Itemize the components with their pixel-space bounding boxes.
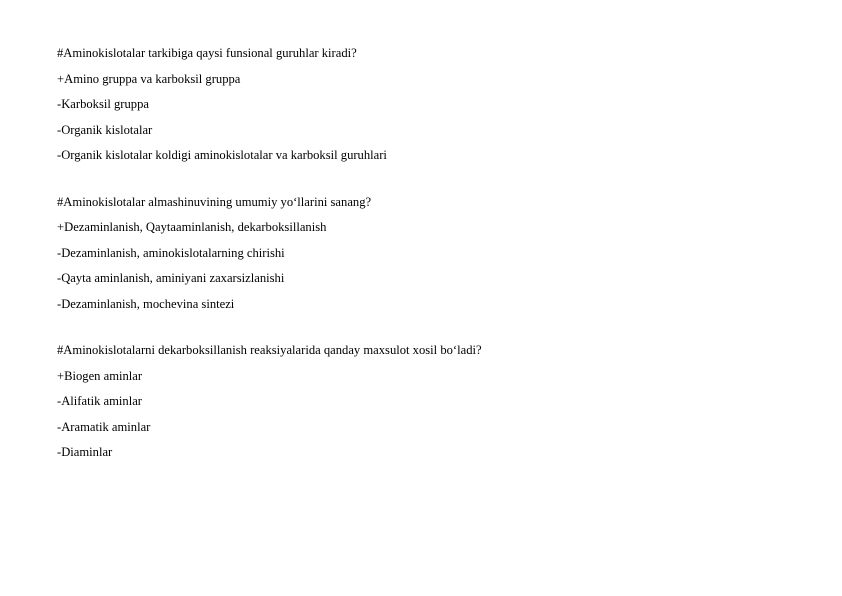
answer-option: -Karboksil gruppa: [57, 97, 149, 111]
question-text: #Aminokislotalar tarkibiga qaysi funsional guruhlar kiradi?: [57, 46, 357, 60]
answer-option: -Qayta aminlanish, aminiyani zaxarsizlanishi: [57, 271, 285, 285]
answer-option: +Amino gruppa va karboksil gruppa: [57, 71, 241, 86]
question-text: #Aminokislotalar almashinuvining umumiy yo‘llarini sanang?: [57, 194, 372, 209]
answer-option: +Dezaminlanish, Qaytaaminlanish, dekarboksillanish: [57, 220, 327, 234]
question-text: #Aminokislotalarni dekarboksillanish reaksiyalarida qanday maxsulot xosil bo‘ladi?: [57, 343, 482, 357]
answer-option: +Biogen aminlar: [57, 368, 143, 383]
question-block-2: [57, 190, 817, 318]
document-body: [57, 41, 817, 487]
answer-option: -Diaminlar: [57, 445, 113, 459]
answer-option: -Dezaminlanish, mochevina sintezi: [57, 296, 235, 311]
question-block-1: [57, 41, 817, 169]
answer-option: -Organik kislotalar: [57, 122, 153, 137]
answer-option: -Organik kislotalar koldigi aminokislotalar va karboksil guruhlari: [57, 148, 387, 162]
question-block-3: [57, 338, 817, 466]
answer-option: -Alifatik aminlar: [57, 394, 142, 408]
answer-option: -Aramatik aminlar: [57, 419, 151, 434]
answer-option: -Dezaminlanish, aminokislotalarning chirishi: [57, 245, 285, 260]
